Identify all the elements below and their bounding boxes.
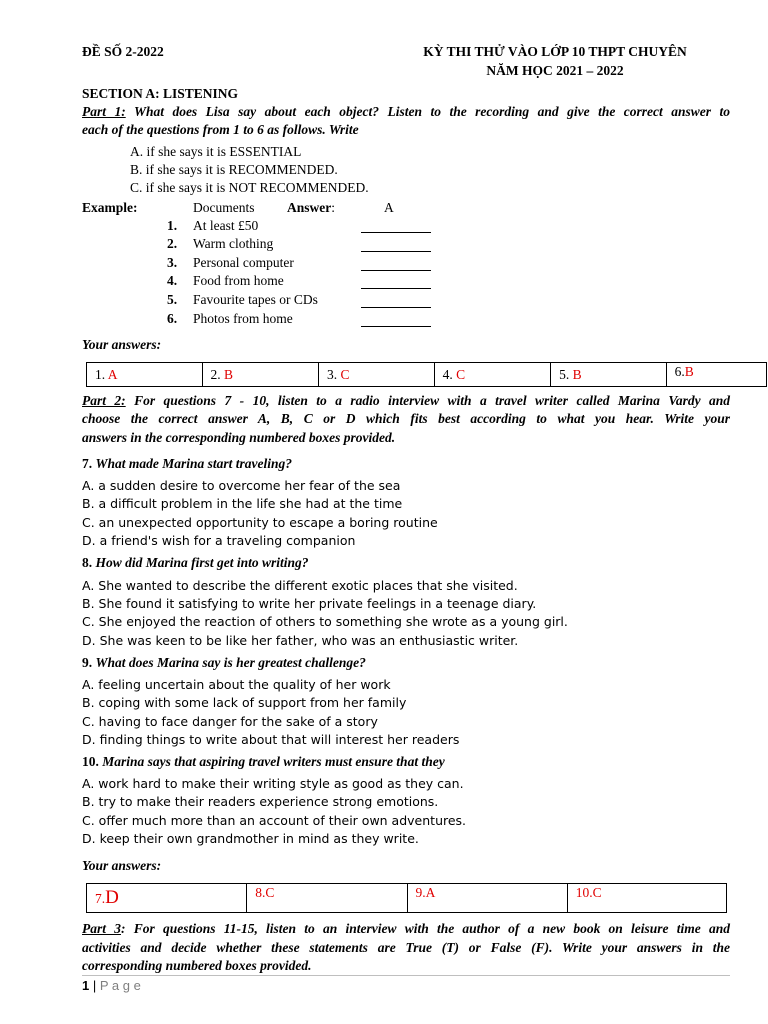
your-answers-label: Your answers: xyxy=(82,337,162,352)
option: B. coping with some lack of support from her family xyxy=(82,695,407,710)
item-text: Personal computer xyxy=(193,255,294,270)
option: D. She was keen to be like her father, who was an enthusiastic writer. xyxy=(82,633,519,648)
answer-cell: 10.C xyxy=(567,884,726,913)
option: A. work hard to make their writing style as good as they can. xyxy=(82,776,464,791)
item-number: 3. xyxy=(167,255,178,270)
question-9: 9. What does Marina say is her greatest challenge? xyxy=(82,655,366,670)
exam-title: KỲ THI THỬ VÀO LỚP 10 THPT CHUYÊN xyxy=(423,44,687,59)
exam-code: ĐỀ SỐ 2-2022 xyxy=(82,44,164,59)
option: B. She found it satisfying to write her private feelings in a teenage diary. xyxy=(82,596,537,611)
option: A. feeling uncertain about the quality of her work xyxy=(82,677,391,692)
answer-blank xyxy=(361,270,431,271)
answer-cell: 2. B xyxy=(202,363,319,387)
option: A. She wanted to describe the different exotic places that she visited. xyxy=(82,578,518,593)
question-7: 7. What made Marina start traveling? xyxy=(82,456,293,471)
item-number: 2. xyxy=(167,236,178,251)
option: C. offer much more than an account of their own adventures. xyxy=(82,813,467,828)
option: B. a difficult problem in the life she had at the time xyxy=(82,496,403,511)
answer-blank xyxy=(361,307,431,308)
part1-option-b: B. if she says it is RECOMMENDED. xyxy=(130,162,338,177)
school-year: NĂM HỌC 2021 – 2022 xyxy=(486,63,624,78)
answer-cell: 7.D xyxy=(87,884,247,913)
item-number: 6. xyxy=(167,311,178,326)
answer-cell: 5. B xyxy=(551,363,667,387)
example-answer: A xyxy=(384,200,394,215)
item-text: Food from home xyxy=(193,273,284,288)
answer-cell: 9.A xyxy=(407,884,567,913)
answer-cell: 8.C xyxy=(247,884,407,913)
part2-instruction-line1: Part 2: For questions 7 - 10, listen to a radio interview with a travel writer called Marina Vardy and xyxy=(82,393,731,408)
option: B. try to make their readers experience strong emotions. xyxy=(82,794,439,809)
page-footer: 1 | P a g e xyxy=(82,978,141,993)
answer-blank xyxy=(361,232,431,233)
part2-instruction-line3: answers in the corresponding numbered boxes provided. xyxy=(82,430,396,445)
answer-blank xyxy=(361,326,431,327)
answer-blank xyxy=(361,288,431,289)
part3-instruction-line3: corresponding numbered boxes provided. xyxy=(82,958,312,973)
part2-answer-table xyxy=(86,883,727,913)
item-number: 1. xyxy=(167,218,178,233)
table-row xyxy=(87,884,727,913)
question-8: 8. How did Marina first get into writing? xyxy=(82,555,309,570)
item-number: 5. xyxy=(167,292,178,307)
footer-divider xyxy=(82,975,730,976)
item-text: At least £50 xyxy=(193,218,259,233)
option: D. finding things to write about that will interest her readers xyxy=(82,732,460,747)
part1-option-a: A. if she says it is ESSENTIAL xyxy=(130,144,302,159)
example-answer-label: Answer: xyxy=(287,200,336,215)
option: C. having to face danger for the sake of a story xyxy=(82,714,378,729)
table-row xyxy=(87,363,767,387)
answer-cell: 1. A xyxy=(87,363,203,387)
option: D. a friend's wish for a traveling companion xyxy=(82,533,356,548)
part1-instruction-line2: each of the questions from 1 to 6 as follows. Write xyxy=(82,122,359,137)
option: A. a sudden desire to overcome her fear of the sea xyxy=(82,478,401,493)
answer-cell: 4. C xyxy=(434,363,551,387)
option: D. keep their own grandmother in mind as they write. xyxy=(82,831,419,846)
your-answers-label: Your answers: xyxy=(82,858,162,873)
option: C. She enjoyed the reaction of others to something she wrote as a young girl. xyxy=(82,614,568,629)
part1-instruction-line1: Part 1: What does Lisa say about each object? Listen to the recording and give the correct answer to xyxy=(82,104,730,119)
section-a-title: SECTION A: LISTENING xyxy=(82,86,239,101)
part2-instruction-line2: choose the correct answer A, B, C or D which fits best according to what you hear. Write your xyxy=(82,411,730,426)
part1-answer-table xyxy=(86,362,767,387)
page-label: P a g e xyxy=(99,978,141,993)
part2-label: Part 2: xyxy=(82,393,126,408)
item-text: Photos from home xyxy=(193,311,293,326)
item-number: 4. xyxy=(167,273,178,288)
part3-label: Part 3 xyxy=(82,921,121,936)
part1-label: Part 1: xyxy=(82,104,126,119)
question-10: 10. Marina says that aspiring travel writers must ensure that they xyxy=(82,754,445,769)
answer-blank xyxy=(361,251,431,252)
part3-instruction-line1: Part 3: For questions 11-15, listen to an interview with the author of a new book on leisure time and xyxy=(82,921,730,936)
part3-instruction-line2: activities and decide whether these statements are True (T) or False (F). Write your answers in the xyxy=(82,940,730,955)
part1-option-c: C. if she says it is NOT RECOMMENDED. xyxy=(130,180,369,195)
example-label: Example: xyxy=(82,200,138,215)
example-item: Documents xyxy=(193,200,255,215)
item-text: Favourite tapes or CDs xyxy=(193,292,318,307)
answer-cell: 6.B xyxy=(666,363,766,387)
page-number: 1 xyxy=(82,978,90,993)
option: C. an unexpected opportunity to escape a boring routine xyxy=(82,515,438,530)
item-text: Warm clothing xyxy=(193,236,274,251)
answer-cell: 3. C xyxy=(319,363,435,387)
